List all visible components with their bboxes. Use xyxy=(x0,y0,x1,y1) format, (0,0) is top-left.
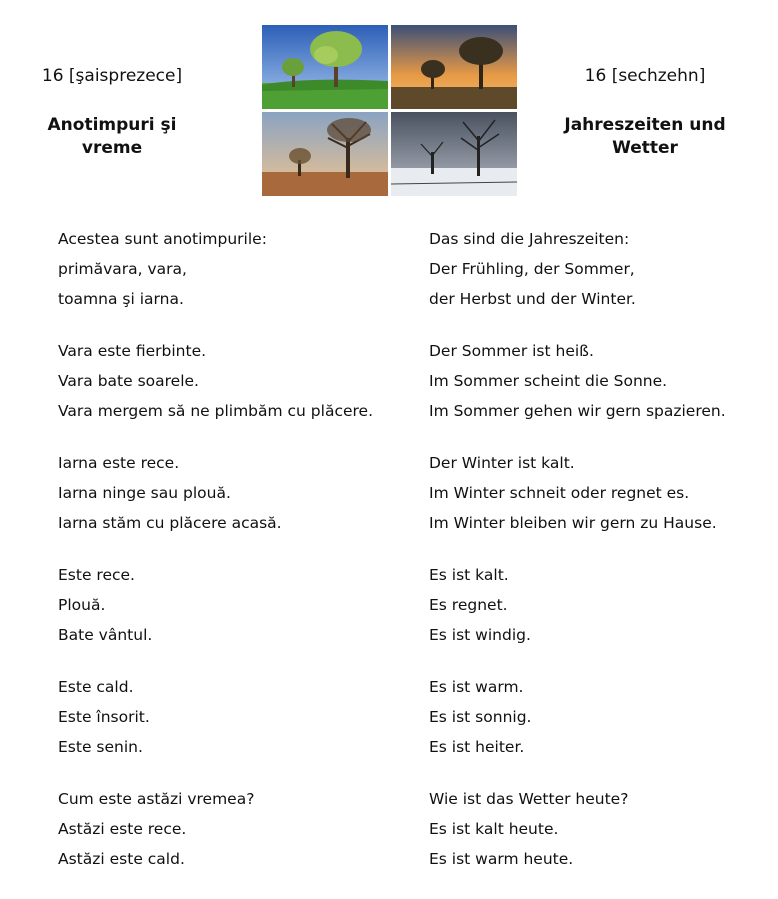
phrase-ro: Vara bate soarele. xyxy=(58,372,199,390)
phrase-ro: primăvara, vara, xyxy=(58,260,187,278)
spring-image xyxy=(262,25,388,109)
phrase-group xyxy=(429,227,726,317)
phrase-group xyxy=(58,339,373,429)
title-de: Jahreszeiten und Wetter xyxy=(564,115,726,158)
phrase-de: Im Sommer gehen wir gern spazieren. xyxy=(429,402,726,420)
phrase-group xyxy=(58,563,373,653)
phrase-group xyxy=(429,563,726,653)
phrase-group xyxy=(58,675,373,765)
phrase-ro: Este rece. xyxy=(58,566,135,584)
phrase-ro: Este însorit. xyxy=(58,708,150,726)
phrase-group xyxy=(58,787,373,877)
seasons-image-grid xyxy=(262,25,518,196)
phrase-ro: Iarna stăm cu plăcere acasă. xyxy=(58,514,282,532)
phrase-de: Es ist warm. xyxy=(429,678,524,696)
phrase-ro: Este senin. xyxy=(58,738,143,756)
phrase-ro: Vara este fierbinte. xyxy=(58,342,207,360)
title-ro: Anotimpuri şi vreme xyxy=(47,115,177,158)
phrase-de: Es regnet. xyxy=(429,596,508,614)
phrase-de: der Herbst und der Winter. xyxy=(429,290,636,308)
phrase-ro: Este cald. xyxy=(58,678,134,696)
phrase-de: Es ist heiter. xyxy=(429,738,525,756)
phrase-de: Es ist warm heute. xyxy=(429,850,574,868)
phrase-ro: Astăzi este cald. xyxy=(58,850,185,868)
phrase-ro: Cum este astăzi vremea? xyxy=(58,790,255,808)
phrase-de: Der Sommer ist heiß. xyxy=(429,342,594,360)
phrase-ro: Iarna ninge sau plouă. xyxy=(58,484,231,502)
lesson-number-de: 16 [sechzehn] xyxy=(584,66,706,86)
phrase-de: Es ist kalt heute. xyxy=(429,820,559,838)
phrase-de: Der Winter ist kalt. xyxy=(429,454,575,472)
lesson-number-ro: 16 [şaisprezece] xyxy=(41,66,183,86)
autumn-image xyxy=(262,112,388,196)
phrase-de: Es ist sonnig. xyxy=(429,708,532,726)
phrase-group xyxy=(429,339,726,429)
winter-image xyxy=(391,112,517,196)
phrase-ro: toamna şi iarna. xyxy=(58,290,184,308)
german-column xyxy=(429,227,726,899)
phrase-ro: Astăzi este rece. xyxy=(58,820,187,838)
phrase-de: Im Winter schneit oder regnet es. xyxy=(429,484,690,502)
phrase-de: Das sind die Jahreszeiten: xyxy=(429,230,630,248)
phrase-group xyxy=(429,451,726,541)
phrase-ro: Vara mergem să ne plimbăm cu plăcere. xyxy=(58,402,374,420)
phrase-de: Es ist windig. xyxy=(429,626,531,644)
phrase-ro: Iarna este rece. xyxy=(58,454,180,472)
summer-image xyxy=(391,25,517,109)
romanian-column xyxy=(58,227,373,899)
phrase-group xyxy=(58,227,373,317)
phrase-de: Wie ist das Wetter heute? xyxy=(429,790,629,808)
phrase-de: Der Frühling, der Sommer, xyxy=(429,260,635,278)
phrase-group xyxy=(58,451,373,541)
phrase-group xyxy=(429,675,726,765)
phrase-ro: Plouă. xyxy=(58,596,106,614)
phrase-ro: Acestea sunt anotimpurile: xyxy=(58,230,267,248)
phrase-de: Im Sommer scheint die Sonne. xyxy=(429,372,668,390)
phrase-ro: Bate vântul. xyxy=(58,626,153,644)
phrase-de: Es ist kalt. xyxy=(429,566,509,584)
phrase-de: Im Winter bleiben wir gern zu Hause. xyxy=(429,514,717,532)
phrase-group xyxy=(429,787,726,877)
